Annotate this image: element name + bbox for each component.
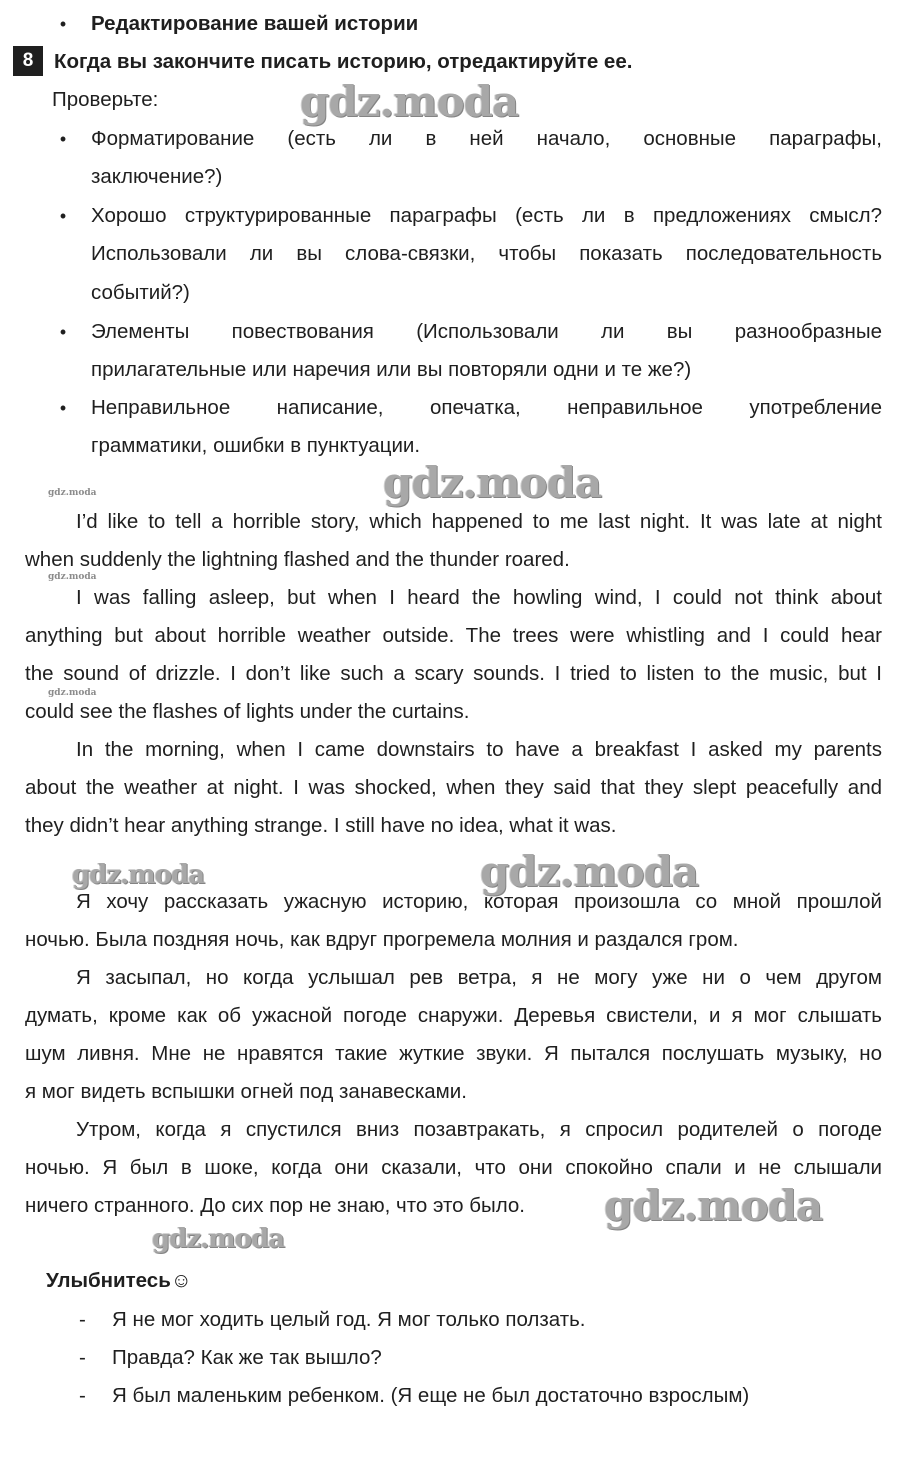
bullet-icon: •: [59, 398, 67, 418]
story-line: шум ливня. Мне не нравятся такие жуткие звуки. Я пытался послушать музыку, но: [25, 1042, 882, 1065]
bullet-icon: •: [59, 129, 67, 149]
checklist-item-line: Использовали ли вы слова-связки, чтобы показать последовательность: [91, 242, 882, 265]
checklist-item-line: Хорошо структурированные параграфы (есть ли в предложениях смысл?: [91, 204, 882, 227]
story-line: In the morning, when I came downstairs to have a breakfast I asked my parents: [76, 738, 882, 761]
watermark-logo: gdz.moda: [48, 688, 97, 698]
watermark-logo: gdz.moda: [48, 572, 97, 582]
checklist-item-line: Форматирование (есть ли в ней начало, основные параграфы,: [91, 127, 882, 150]
story-line: could see the flashes of lights under the curtains.: [25, 700, 470, 723]
story-line: anything but about horrible weather outside. The trees were whistling and I could hear: [25, 624, 882, 647]
story-line: I’d like to tell a horrible story, which happened to me last night. It was late at night: [76, 510, 882, 533]
story-line: I was falling asleep, but when I heard the howling wind, I could not think about: [76, 586, 882, 609]
task-number-badge: 8: [13, 46, 43, 76]
checklist-item-line: событий?): [91, 281, 190, 304]
checklist-item-line: заключение?): [91, 165, 223, 188]
story-line: Утром, когда я спустился вниз позавтракать, я спросил родителей о погоде: [76, 1118, 882, 1141]
checklist-item-line: Элементы повествования (Использовали ли вы разнообразные: [91, 320, 882, 343]
bullet-icon: •: [59, 322, 67, 342]
story-line: ничего странного. До сих пор не знаю, что это было.: [25, 1194, 526, 1217]
checklist-item-line: Неправильное написание, опечатка, неправильное употребление: [91, 396, 882, 419]
watermark-logo: gdz.moda: [152, 1224, 285, 1254]
bullet-icon: •: [59, 14, 67, 34]
dialogue-line: Я был маленьким ребенком. (Я еще не был достаточно взрослым): [112, 1384, 750, 1407]
task-title: Когда вы закончите писать историю, отредактируйте ее.: [54, 50, 633, 73]
watermark-logo: gdz.moda: [604, 1181, 823, 1230]
dash-marker: -: [79, 1308, 86, 1331]
dialogue-line: Правда? Как же так вышло?: [112, 1346, 382, 1369]
watermark-logo: gdz.moda: [480, 847, 699, 896]
story-line: Я хочу рассказать ужасную историю, которая произошла со мной прошлой: [76, 890, 882, 913]
story-line: ночью. Была поздняя ночь, как вдруг прогремела молния и раздался гром.: [25, 928, 739, 951]
watermark-logo: gdz.moda: [48, 488, 97, 498]
watermark-logo: gdz.moda: [300, 77, 519, 126]
story-line: the sound of drizzle. I don’t like such a scary sounds. I tried to listen to the music, but I: [25, 662, 882, 685]
checklist-item-line: прилагательные или наречия или вы повторяли одни и те же?): [91, 358, 692, 381]
dash-marker: -: [79, 1384, 86, 1407]
watermark-logo: gdz.moda: [72, 860, 205, 890]
smile-title: Улыбнитесь☺: [46, 1269, 192, 1292]
bullet-icon: •: [59, 206, 67, 226]
checklist-item-line: грамматики, ошибки в пунктуации.: [91, 434, 421, 457]
story-line: when suddenly the lightning flashed and the thunder roared.: [25, 548, 570, 571]
story-line: думать, кроме как об ужасной погоде снаружи. Деревья свистели, и я мог слышать: [25, 1004, 882, 1027]
section-heading: Редактирование вашей истории: [91, 12, 419, 35]
story-line: they didn’t hear anything strange. I still have no idea, what it was.: [25, 814, 617, 837]
story-line: Я засыпал, но когда услышал рев ветра, я не могу уже ни о чем другом: [76, 966, 882, 989]
story-line: я мог видеть вспышки огней под занавесками.: [25, 1080, 467, 1103]
check-label: Проверьте:: [52, 88, 159, 111]
dash-marker: -: [79, 1346, 86, 1369]
dialogue-line: Я не мог ходить целый год. Я мог только ползать.: [112, 1308, 586, 1331]
story-line: ночью. Я был в шоке, когда они сказали, что они спокойно спали и не слышали: [25, 1156, 882, 1179]
story-line: about the weather at night. I was shocked, when they said that they slept peacefully and: [25, 776, 882, 799]
watermark-logo: gdz.moda: [383, 458, 602, 507]
